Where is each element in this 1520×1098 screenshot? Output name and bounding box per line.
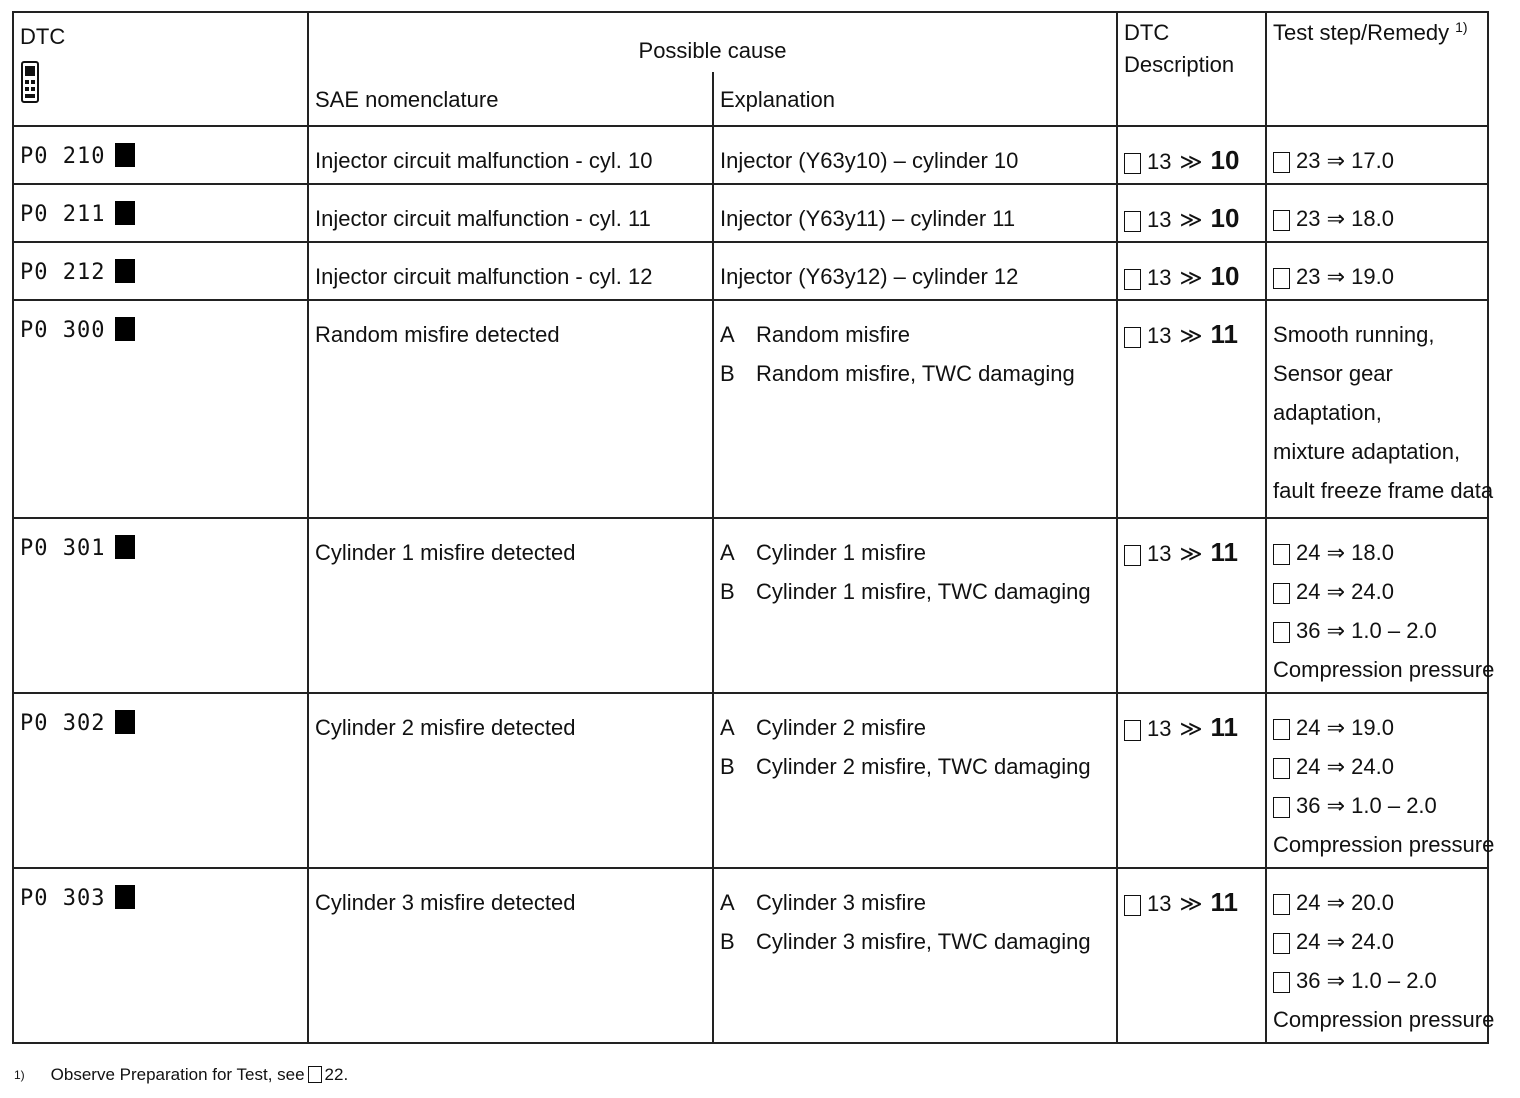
- description-number: 10: [1210, 261, 1240, 291]
- dtc-description-cell: [1117, 300, 1266, 518]
- reference-arrow-icon: ≫: [1179, 716, 1203, 741]
- description-page: 13: [1147, 149, 1172, 174]
- explanation-letter: A: [720, 715, 735, 740]
- remedy-line: [1273, 432, 1481, 471]
- explanation-line: [720, 141, 1110, 180]
- explanation-line: [720, 354, 1110, 393]
- table-header-row: [13, 12, 1488, 72]
- test-step-remedy-cell: [1266, 868, 1495, 1043]
- dtc-code: P0 303: [20, 886, 106, 911]
- remedy-text: 23 ⇒ 17.0: [1296, 148, 1394, 173]
- footnote-reference: 1): [1455, 19, 1468, 35]
- page-reference-box-icon: [1273, 933, 1290, 954]
- explanation-cell: [713, 300, 1117, 518]
- dtc-code-cell: [13, 242, 308, 300]
- description-number: 10: [1210, 203, 1240, 233]
- table-row: [13, 693, 1488, 868]
- explanation-letter: A: [720, 890, 735, 915]
- explanation-cell: [713, 868, 1117, 1043]
- explanation-letter: B: [720, 929, 735, 954]
- description-number: 11: [1210, 887, 1239, 917]
- explanation-text: Injector (Y63y11) – cylinder 11: [720, 206, 1016, 231]
- explanation-cell: [713, 693, 1117, 868]
- remedy-line: [1273, 961, 1481, 1000]
- page-reference-box-icon: [1273, 544, 1290, 565]
- remedy-text: 24 ⇒ 24.0: [1296, 754, 1394, 779]
- page-reference-box-icon: [1273, 758, 1290, 779]
- table-row: [13, 126, 1488, 184]
- sae-nomenclature-cell: Cylinder 3 misfire detected: [308, 868, 713, 1043]
- remedy-line: [1273, 883, 1481, 922]
- explanation-letter: B: [720, 361, 735, 386]
- remedy-text: 36 ⇒ 1.0 – 2.0: [1296, 793, 1437, 818]
- page-reference-box-icon: [1273, 972, 1290, 993]
- page-reference-box-icon: [1273, 894, 1290, 915]
- test-step-remedy-cell: [1266, 518, 1495, 693]
- remedy-line: [1273, 471, 1494, 510]
- table-row: [13, 184, 1488, 242]
- explanation-text: Cylinder 3 misfire: [756, 890, 926, 915]
- explanation-text: Injector (Y63y10) – cylinder 10: [720, 148, 1019, 173]
- table-row: [13, 242, 1488, 300]
- dtc-description-cell: [1117, 693, 1266, 868]
- explanation-line: [720, 257, 1110, 296]
- page-reference-box-icon: [1124, 269, 1141, 290]
- sae-nomenclature-cell: Random misfire detected: [308, 300, 713, 518]
- sae-nomenclature-header: SAE nomenclature: [308, 72, 713, 126]
- description-page: 13: [1147, 207, 1172, 232]
- test-step-remedy-cell: [1266, 300, 1494, 518]
- dtc-code: P0 210: [20, 144, 106, 169]
- dtc-code: P0 212: [20, 260, 106, 285]
- remedy-line: [1273, 747, 1481, 786]
- explanation-text: Random misfire, TWC damaging: [756, 361, 1075, 386]
- page-reference-box-icon: [1124, 720, 1141, 741]
- indicator-block-icon: [115, 535, 135, 559]
- remedy-text: Compression pressure: [1273, 657, 1495, 682]
- remedy-line: [1273, 257, 1481, 296]
- explanation-line: [720, 883, 1110, 922]
- remedy-line: [1273, 786, 1481, 825]
- footnote-mark: 1): [14, 1068, 25, 1082]
- description-page: 13: [1147, 541, 1172, 566]
- test-step-remedy-header: [1266, 12, 1488, 126]
- indicator-block-icon: [115, 885, 135, 909]
- dtc-code-cell: [13, 693, 308, 868]
- page-reference-box-icon: [1124, 211, 1141, 232]
- explanation-text: Injector (Y63y12) – cylinder 12: [720, 264, 1019, 289]
- footnote: [14, 1064, 348, 1086]
- explanation-letter: B: [720, 754, 735, 779]
- remedy-text: Sensor gear: [1273, 361, 1393, 386]
- remedy-line: [1273, 199, 1481, 238]
- dtc-description-cell: [1117, 242, 1266, 300]
- dtc-code-cell: [13, 300, 308, 518]
- indicator-block-icon: [115, 143, 135, 167]
- dtc-header-label: DTC: [20, 24, 66, 49]
- remedy-text: 24 ⇒ 24.0: [1296, 579, 1394, 604]
- dtc-code: P0 211: [20, 202, 106, 227]
- dtc-code: P0 301: [20, 536, 106, 561]
- page-reference-box-icon: [1124, 153, 1141, 174]
- description-page: 13: [1147, 323, 1172, 348]
- dtc-description-header-label: DTC Description: [1124, 20, 1235, 77]
- dtc-description-header: [1117, 12, 1266, 126]
- explanation-cell: [713, 518, 1117, 693]
- remedy-text: 23 ⇒ 19.0: [1296, 264, 1394, 289]
- remedy-text: 24 ⇒ 18.0: [1296, 540, 1394, 565]
- reference-arrow-icon: ≫: [1179, 891, 1203, 916]
- diagnostic-tester-icon: [20, 60, 40, 104]
- explanation-line: [720, 533, 1110, 572]
- reference-arrow-icon: ≫: [1179, 265, 1203, 290]
- explanation-line: [720, 747, 1110, 786]
- remedy-text: 36 ⇒ 1.0 – 2.0: [1296, 968, 1437, 993]
- explanation-line: [720, 572, 1110, 611]
- explanation-cell: [713, 126, 1117, 184]
- page-reference-box-icon: [1124, 895, 1141, 916]
- test-step-remedy-cell: [1266, 693, 1495, 868]
- remedy-line: [1273, 825, 1495, 864]
- remedy-line: [1273, 611, 1481, 650]
- dtc-code: P0 300: [20, 318, 106, 343]
- description-page: 13: [1147, 891, 1172, 916]
- table-row: [13, 518, 1488, 693]
- remedy-text: Compression pressure: [1273, 1007, 1495, 1032]
- page-reference-box-icon: [1273, 583, 1290, 604]
- indicator-block-icon: [115, 317, 135, 341]
- sae-nomenclature-cell: Injector circuit malfunction - cyl. 10: [308, 126, 713, 184]
- description-number: 11: [1210, 712, 1239, 742]
- sae-nomenclature-cell: Cylinder 1 misfire detected: [308, 518, 713, 693]
- remedy-text: 24 ⇒ 19.0: [1296, 715, 1394, 740]
- indicator-block-icon: [115, 259, 135, 283]
- dtc-description-cell: [1117, 518, 1266, 693]
- page-reference-box-icon: [1124, 327, 1141, 348]
- test-step-remedy-cell: [1266, 242, 1488, 300]
- explanation-letter: A: [720, 322, 735, 347]
- indicator-block-icon: [115, 201, 135, 225]
- explanation-line: [720, 199, 1110, 238]
- explanation-cell: [713, 242, 1117, 300]
- explanation-text: Cylinder 1 misfire: [756, 540, 926, 565]
- sae-nomenclature-cell: Cylinder 2 misfire detected: [308, 693, 713, 868]
- page-reference-box-icon: [1273, 622, 1290, 643]
- test-step-remedy-cell: [1266, 184, 1488, 242]
- explanation-text: Cylinder 1 misfire, TWC damaging: [756, 579, 1091, 604]
- table-row: [13, 868, 1488, 1043]
- page-reference-box-icon: [1273, 152, 1290, 173]
- indicator-block-icon: [115, 710, 135, 734]
- page-reference-box-icon: [1124, 545, 1141, 566]
- remedy-text: 24 ⇒ 20.0: [1296, 890, 1394, 915]
- remedy-line: [1273, 141, 1481, 180]
- remedy-line: [1273, 393, 1481, 432]
- remedy-text: mixture adaptation,: [1273, 439, 1461, 464]
- remedy-line: [1273, 1000, 1495, 1039]
- remedy-text: 36 ⇒ 1.0 – 2.0: [1296, 618, 1437, 643]
- footnote-page: 22.: [324, 1065, 349, 1084]
- explanation-text: Cylinder 3 misfire, TWC damaging: [756, 929, 1091, 954]
- description-number: 10: [1210, 145, 1240, 175]
- remedy-text: fault freeze frame data: [1273, 478, 1494, 503]
- dtc-description-cell: [1117, 184, 1266, 242]
- sae-nomenclature-cell: Injector circuit malfunction - cyl. 11: [308, 184, 713, 242]
- explanation-letter: B: [720, 579, 735, 604]
- explanation-text: Random misfire: [756, 322, 911, 347]
- explanation-letter: A: [720, 540, 735, 565]
- test-step-remedy-cell: [1266, 126, 1488, 184]
- reference-arrow-icon: ≫: [1179, 207, 1203, 232]
- page-reference-box-icon: [1273, 719, 1290, 740]
- description-page: 13: [1147, 265, 1172, 290]
- dtc-header: [13, 12, 308, 126]
- table-row: [13, 300, 1488, 518]
- dtc-description-cell: [1117, 126, 1266, 184]
- page-reference-box-icon: [308, 1066, 322, 1083]
- remedy-text: 24 ⇒ 24.0: [1296, 929, 1394, 954]
- dtc-table-body: [13, 126, 1495, 1043]
- explanation-cell: [713, 184, 1117, 242]
- dtc-table: [12, 11, 1495, 1044]
- description-page: 13: [1147, 716, 1172, 741]
- explanation-line: [720, 708, 1110, 747]
- remedy-text: Compression pressure: [1273, 832, 1495, 857]
- dtc-code-cell: [13, 126, 308, 184]
- remedy-line: [1273, 708, 1481, 747]
- remedy-line: [1273, 354, 1481, 393]
- remedy-text: adaptation,: [1273, 400, 1382, 425]
- remedy-text: Smooth running,: [1273, 322, 1435, 347]
- description-number: 11: [1210, 537, 1239, 567]
- page-reference-box-icon: [1273, 268, 1290, 289]
- reference-arrow-icon: ≫: [1179, 149, 1203, 174]
- remedy-line: [1273, 315, 1481, 354]
- explanation-header: Explanation: [713, 72, 1117, 126]
- explanation-line: [720, 315, 1110, 354]
- description-number: 11: [1210, 319, 1239, 349]
- possible-cause-header: Possible cause: [308, 12, 1117, 72]
- sae-nomenclature-cell: Injector circuit malfunction - cyl. 12: [308, 242, 713, 300]
- dtc-code-cell: [13, 518, 308, 693]
- remedy-line: [1273, 650, 1495, 689]
- test-step-remedy-label: Test step/Remedy: [1273, 20, 1450, 45]
- dtc-description-cell: [1117, 868, 1266, 1043]
- dtc-code-cell: [13, 868, 308, 1043]
- explanation-text: Cylinder 2 misfire, TWC damaging: [756, 754, 1091, 779]
- explanation-line: [720, 922, 1110, 961]
- explanation-text: Cylinder 2 misfire: [756, 715, 926, 740]
- remedy-text: 23 ⇒ 18.0: [1296, 206, 1394, 231]
- page-reference-box-icon: [1273, 210, 1290, 231]
- remedy-line: [1273, 922, 1481, 961]
- page-reference-box-icon: [1273, 797, 1290, 818]
- reference-arrow-icon: ≫: [1179, 323, 1203, 348]
- dtc-code-cell: [13, 184, 308, 242]
- remedy-line: [1273, 572, 1481, 611]
- remedy-line: [1273, 533, 1481, 572]
- footnote-text: Observe Preparation for Test, see: [50, 1065, 305, 1084]
- dtc-code: P0 302: [20, 711, 106, 736]
- reference-arrow-icon: ≫: [1179, 541, 1203, 566]
